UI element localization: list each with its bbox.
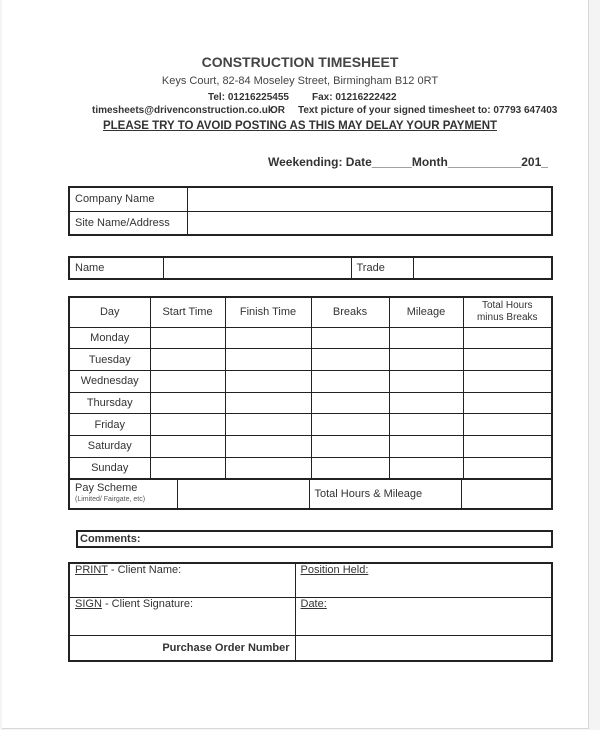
weekending-field[interactable]: Weekending: Date______Month___________201_ [268, 155, 548, 169]
pay-scheme-cell [69, 479, 177, 509]
email-address[interactable]: timesheets@drivenconstruction.co.uk [92, 105, 274, 116]
time-entry-cell[interactable] [463, 457, 552, 479]
client-signature-cell[interactable] [69, 597, 295, 635]
day-label: Monday [69, 327, 150, 349]
table-row [69, 392, 552, 414]
name-label: Name [69, 257, 163, 279]
worker-table [68, 256, 553, 280]
table-row [69, 414, 552, 436]
purchase-order-input[interactable] [295, 635, 552, 661]
table-row [69, 435, 552, 457]
position-held-label: Position Held: [300, 564, 369, 576]
time-entry-cell[interactable] [389, 349, 463, 371]
page-title: CONSTRUCTION TIMESHEET [201, 54, 399, 70]
time-entry-cell[interactable] [389, 370, 463, 392]
time-entry-cell[interactable] [150, 392, 225, 414]
day-label: Saturday [69, 435, 150, 457]
time-entry-cell[interactable] [150, 414, 225, 436]
time-entry-cell[interactable] [150, 370, 225, 392]
time-entry-cell[interactable] [150, 327, 225, 349]
time-entry-cell[interactable] [389, 392, 463, 414]
time-entry-cell[interactable] [463, 392, 552, 414]
time-entry-cell[interactable] [311, 435, 389, 457]
time-entry-cell[interactable] [311, 370, 389, 392]
time-entry-cell[interactable] [463, 435, 552, 457]
table-row [69, 370, 552, 392]
time-entry-cell[interactable] [225, 370, 311, 392]
time-entry-cell[interactable] [389, 435, 463, 457]
date-label: Date: [300, 597, 327, 610]
print-client-name-cell[interactable] [69, 563, 295, 597]
time-entry-cell[interactable] [225, 414, 311, 436]
time-entry-cell[interactable] [150, 435, 225, 457]
time-entry-cell[interactable] [225, 327, 311, 349]
table-row [69, 457, 552, 479]
company-address: Keys Court, 82-84 Moseley Street, Birmingham B12 0RT [161, 75, 439, 87]
time-entry-cell[interactable] [225, 392, 311, 414]
column-header: Start Time [150, 297, 225, 327]
day-label: Wednesday [69, 370, 150, 392]
day-label: Thursday [69, 392, 150, 414]
time-entry-cell[interactable] [463, 370, 552, 392]
column-header: Mileage [389, 297, 463, 327]
company-name-label: Company Name [69, 187, 187, 211]
time-entry-cell[interactable] [311, 327, 389, 349]
time-entry-cell[interactable] [311, 392, 389, 414]
time-entry-cell[interactable] [225, 435, 311, 457]
day-label: Sunday [69, 457, 150, 479]
posting-warning: PLEASE TRY TO AVOID POSTING AS THIS MAY DELAY YOUR PAYMENT [102, 120, 498, 132]
column-header: Total Hours minus Breaks [463, 297, 552, 327]
fax-number: Fax: 01216222422 [312, 92, 397, 103]
pay-scheme-table [68, 478, 553, 510]
sign-label: SIGN [75, 597, 102, 610]
column-header: Finish Time [225, 297, 311, 327]
signoff-table [68, 562, 553, 662]
sign-suffix: - Client Signature: [101, 597, 194, 610]
time-entry-cell[interactable] [311, 414, 389, 436]
print-suffix: - Client Name: [107, 564, 182, 576]
table-row [69, 349, 552, 371]
time-entry-cell[interactable] [389, 327, 463, 349]
position-held-cell[interactable] [295, 563, 552, 597]
time-entry-cell[interactable] [225, 457, 311, 479]
timesheet-header-row [69, 297, 552, 327]
text-picture-instruction: Text picture of your signed timesheet to: 07793 647403 [298, 105, 558, 116]
pay-scheme-subtext: (Limited/ Fairgate, etc) [75, 496, 146, 503]
company-name-input[interactable] [187, 187, 552, 211]
time-entry-cell[interactable] [463, 327, 552, 349]
days-table [68, 296, 553, 480]
pay-scheme-label: Pay Scheme [75, 482, 138, 494]
trade-input[interactable] [413, 257, 552, 279]
day-label: Friday [69, 414, 150, 436]
time-entry-cell[interactable] [463, 414, 552, 436]
company-table [68, 186, 553, 236]
time-entry-cell[interactable] [150, 457, 225, 479]
time-entry-cell[interactable] [389, 414, 463, 436]
time-entry-cell[interactable] [311, 457, 389, 479]
print-label: PRINT [75, 564, 108, 576]
name-input[interactable] [163, 257, 351, 279]
time-entry-cell[interactable] [150, 349, 225, 371]
column-header: Breaks [311, 297, 389, 327]
site-address-label: Site Name/Address [69, 211, 187, 235]
time-entry-cell[interactable] [311, 349, 389, 371]
column-header: Day [69, 297, 150, 327]
site-address-input[interactable] [187, 211, 552, 235]
comments-box[interactable] [76, 530, 553, 548]
tel-number: Tel: 01216225455 [208, 92, 289, 103]
trade-label: Trade [351, 257, 413, 279]
table-row [69, 327, 552, 349]
time-entry-cell[interactable] [463, 349, 552, 371]
purchase-order-label: Purchase Order Number [69, 635, 295, 661]
time-entry-cell[interactable] [389, 457, 463, 479]
or-text: OR [270, 105, 285, 116]
date-cell[interactable] [295, 597, 552, 635]
total-hours-mileage-label: Total Hours & Mileage [309, 479, 461, 509]
total-hours-mileage-input[interactable] [461, 479, 552, 509]
day-label: Tuesday [69, 349, 150, 371]
comments-label: Comments: [80, 533, 141, 545]
time-entry-cell[interactable] [225, 349, 311, 371]
pay-scheme-input[interactable] [177, 479, 309, 509]
